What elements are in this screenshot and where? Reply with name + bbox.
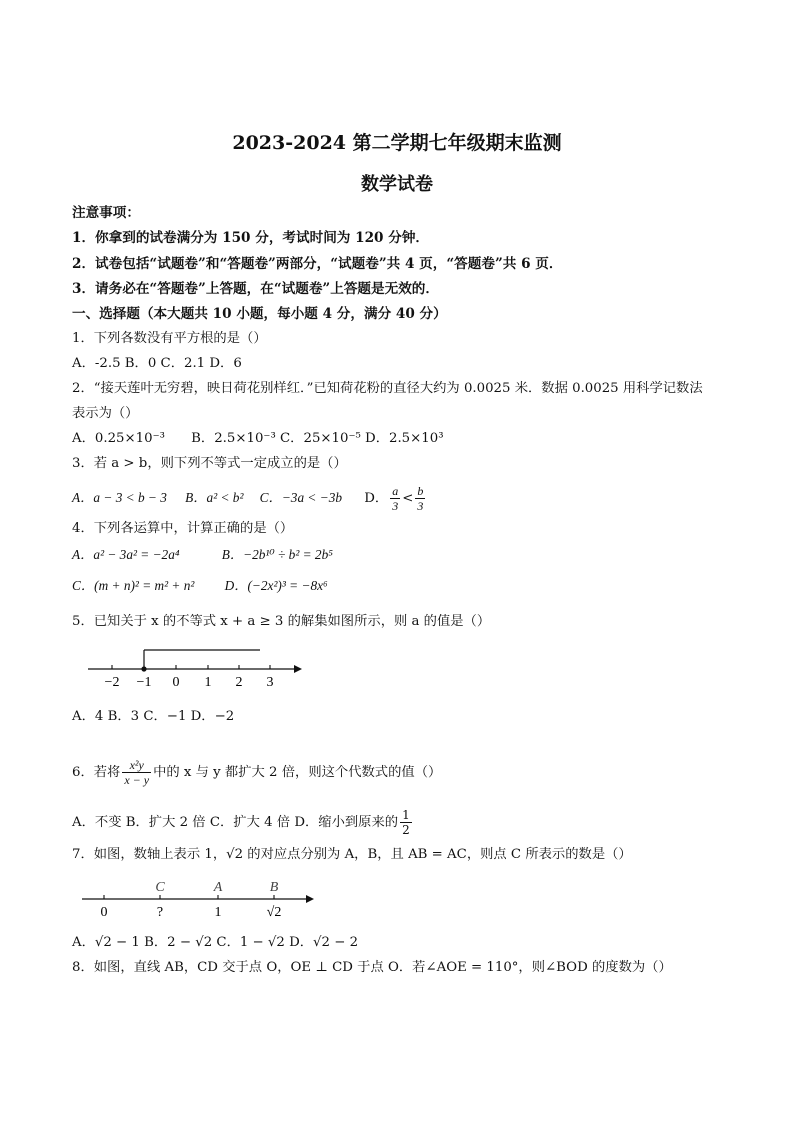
axis-label: 1 bbox=[204, 675, 212, 690]
question-4-stem: 4．下列各运算中，计算正确的是（） bbox=[72, 521, 294, 536]
question-7-options: A．√2 − 1 B．2 − √2 C．1 − √2 D．√2 − 2 bbox=[72, 935, 359, 950]
question-2-option-a: A．0.25×10⁻³ bbox=[72, 431, 165, 446]
question-1-stem: 1．下列各数没有平方根的是（） bbox=[72, 331, 267, 346]
axis-label: 1 bbox=[214, 905, 222, 920]
point-label-b: B bbox=[269, 880, 279, 895]
point-label-c: C bbox=[155, 880, 165, 895]
arrow-right-icon bbox=[294, 665, 302, 673]
question-1-options: A．-2.5 B．0 C．2.1 D．6 bbox=[72, 356, 242, 371]
axis-label: 3 bbox=[266, 675, 274, 690]
question-4-options-row1 bbox=[72, 545, 333, 566]
question-3-fraction-a: $\frac{a}{3}$ bbox=[392, 484, 399, 513]
question-7-stem: 7．如图，数轴上表示 1，√2 的对应点分别为 A，B，且 AB = AC，则点 C 所表示的数是（） bbox=[72, 847, 632, 862]
question-7-number-line bbox=[80, 876, 320, 922]
question-4-options-row2 bbox=[72, 576, 328, 597]
question-6-half-fraction: $\frac{1}{2}$ bbox=[402, 808, 410, 837]
question-6-options-text: A．不变 B．扩大 2 倍 C．扩大 4 倍 D．缩小到原来的 bbox=[72, 815, 399, 830]
note-item-3: 3．请务必在“答题卷”上答题，在“试题卷”上答题是无效的． bbox=[72, 281, 439, 297]
note-item-1: 1．你拿到的试卷满分为 150 分，考试时间为 120 分钟． bbox=[72, 230, 430, 246]
axis-label: −1 bbox=[136, 675, 152, 690]
question-2-stem-line1: 2．“接天莲叶无穷碧，映日荷花别样红．”已知荷花粉的直径大约为 0.0025 米．数据 0.0025 用科学记数法 bbox=[72, 381, 703, 396]
question-3-option-a: A．a − 3 < b − 3 bbox=[72, 490, 167, 505]
question-3-stem: 3．若 a > b，则下列不等式一定成立的是（） bbox=[72, 456, 347, 471]
axis-label: 0 bbox=[100, 905, 108, 920]
question-4-option-a: A．a² − 3a² = −2a⁴ bbox=[72, 547, 180, 562]
question-6-stem-suffix: 中的 x 与 y 都扩大 2 倍，则这个代数式的值（） bbox=[153, 765, 442, 780]
axis-label: ? bbox=[156, 905, 164, 920]
axis-label: 2 bbox=[235, 675, 243, 690]
less-than-sign: < bbox=[402, 491, 414, 506]
question-4-option-c: C．(m + n)² = m² + n² bbox=[72, 578, 195, 593]
question-4-option-d: D．(−2x²)³ = −8x⁶ bbox=[224, 578, 328, 593]
question-3-option-c: C．−3a < −3b bbox=[259, 490, 342, 505]
question-5-options: A．4 B．3 C．−1 D．−2 bbox=[72, 709, 235, 724]
note-item-2: 2．试卷包括“试题卷”和“答题卷”两部分，“试题卷”共 4 页，“答题卷”共 6 页． bbox=[72, 256, 563, 272]
question-6-stem-prefix: 6．若将 bbox=[72, 765, 121, 780]
question-8-stem: 8．如图，直线 AB，CD 交于点 O，OE ⊥ CD 于点 O．若∠AOE = 110°，则∠BOD 的度数为（） bbox=[72, 960, 672, 975]
question-3-options bbox=[72, 484, 427, 513]
page-subtitle: 数学试卷 bbox=[361, 174, 433, 195]
question-3-option-d-label: D． bbox=[364, 491, 389, 506]
question-2-options bbox=[72, 429, 444, 449]
axis-label: √2 bbox=[266, 905, 282, 920]
arrow-right-icon bbox=[306, 895, 314, 903]
question-5-number-line bbox=[84, 642, 304, 692]
question-3-option-b: B．a² < b² bbox=[185, 490, 244, 505]
question-2-stem-line2: 表示为（） bbox=[72, 406, 139, 421]
question-2-option-bcd: B．2.5×10⁻³ C．25×10⁻⁵ D．2.5×10³ bbox=[191, 431, 444, 446]
page-title: 2023-2024 第二学期七年级期末监测 bbox=[232, 132, 562, 154]
point-label-a: A bbox=[213, 880, 223, 895]
question-6-fraction: $\frac{\text{x²y}}{x - y}$ bbox=[124, 758, 150, 787]
axis-label: −2 bbox=[104, 675, 120, 690]
question-3-fraction-b: $\frac{b}{3}$ bbox=[417, 484, 424, 513]
question-6-options bbox=[72, 808, 414, 837]
question-6-stem bbox=[72, 758, 441, 787]
notes-heading: 注意事项： bbox=[72, 205, 140, 221]
question-4-option-b: B．−2b¹⁰ ÷ b² = 2b⁵ bbox=[221, 547, 333, 562]
section-heading: 一、选择题（本大题共 10 小题，每小题 4 分，满分 40 分） bbox=[72, 306, 447, 322]
axis-label: 0 bbox=[172, 675, 180, 690]
question-5-stem: 5．已知关于 x 的不等式 x + a ≥ 3 的解集如图所示，则 a 的值是（） bbox=[72, 614, 491, 629]
